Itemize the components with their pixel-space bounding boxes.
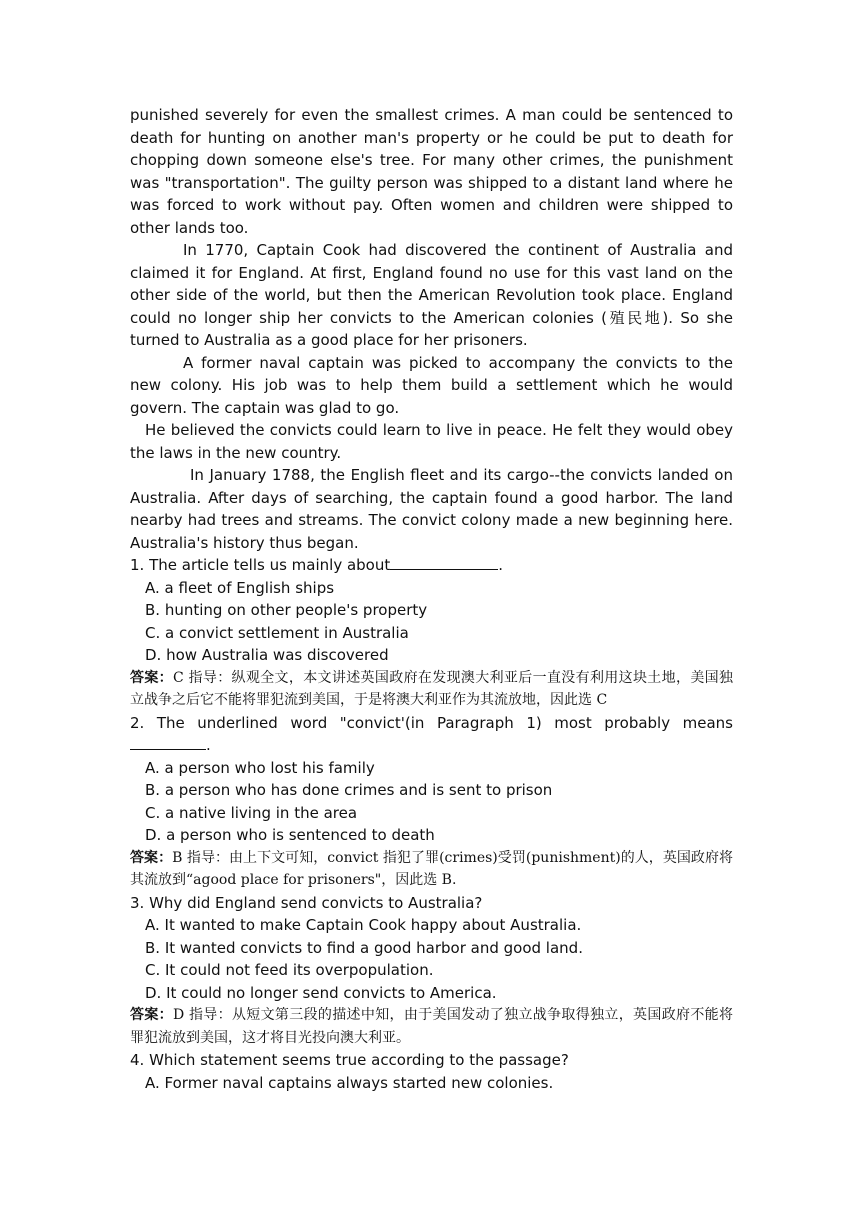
question-option: D. how Australia was discovered	[145, 646, 389, 664]
passage-paragraph: A former naval captain was picked to accompany the convicts to the new colony. His job was to help them build a settlement which he would govern. The captain was glad to go.	[130, 353, 733, 417]
question-option: B. a person who has done crimes and is sent to prison	[145, 781, 553, 799]
question-option: B. hunting on other people's property	[145, 601, 428, 619]
document-page	[130, 104, 733, 1094]
question-option: C. It could not feed its overpopulation.	[145, 961, 434, 979]
question-option: A. a fleet of English ships	[145, 578, 335, 597]
question-option: C. a native living in the area	[145, 803, 358, 822]
passage-paragraph: In January 1788, the English fleet and its cargo--the convicts landed on Australia. After days of searching, the captain found a good harbor. The land nearby had trees and streams. The convict colony made a new beginning here. Australia's history thus began.	[130, 466, 733, 552]
answer-explanation: 答案：D 指导：从短文第三段的描述中知，由于美国发动了独立战争取得独立，英国政府不能将罪犯流放到美国，这才将目光投向澳大利亚。	[130, 1007, 733, 1046]
question-option: C. a convict settlement in Australia	[145, 623, 409, 642]
question-option: A. It wanted to make Captain Cook happy about Australia.	[145, 916, 582, 934]
question-stem: 3. Why did England send convicts to Australia?	[130, 893, 483, 912]
passage-paragraph: He believed the convicts could learn to live in peace. He felt they would obey the laws in the new country.	[130, 421, 733, 462]
question-option: D. a person who is sentenced to death	[145, 826, 435, 844]
answer-blank	[130, 735, 206, 750]
answer-explanation: 答案：B 指导：由上下文可知，convict 指犯了罪(crimes)受罚(punishment)的人，英国政府将其流放到“agood place for prisoners"，因此选 B.	[130, 849, 734, 888]
question-stem: 2. The underlined word "convict'(in Paragraph 1) most probably means .	[130, 713, 733, 754]
question-option: A. Former naval captains always started new colonies.	[145, 1073, 554, 1092]
passage-paragraph: In 1770, Captain Cook had discovered the continent of Australia and claimed it for England. At first, England found no use for this vast land on the other side of the world, but then the American Revolution took place. England could no longer ship her convicts to the American colonies (殖民地). So she turned to Australia as a good place for her prisoners.	[130, 241, 733, 349]
question-option: B. It wanted convicts to find a good harbor and good land.	[145, 938, 583, 957]
passage-paragraph: punished severely for even the smallest crimes. A man could be sentenced to death for hunting on another man's property or he could be put to death for chopping down someone else's tree. For many other crimes, the punishment was "transportation". The guilty person was shipped to a distant land where he was forced to work without pay. Often women and children were shipped to other lands too.	[130, 106, 733, 237]
question-option: A. a person who lost his family	[145, 758, 375, 777]
answer-blank	[390, 555, 498, 570]
question-option: D. It could no longer send convicts to America.	[145, 983, 497, 1002]
answer-explanation: 答案：C 指导：纵观全文，本文讲述英国政府在发现澳大利亚后一直没有利用这块土地，美国独立战争之后它不能将罪犯流到美国，于是将澳大利亚作为其流放地，因此选 C	[130, 669, 733, 708]
question-stem: 1. The article tells us mainly about .	[130, 556, 504, 574]
question-stem: 4. Which statement seems true according to the passage?	[130, 1051, 569, 1069]
